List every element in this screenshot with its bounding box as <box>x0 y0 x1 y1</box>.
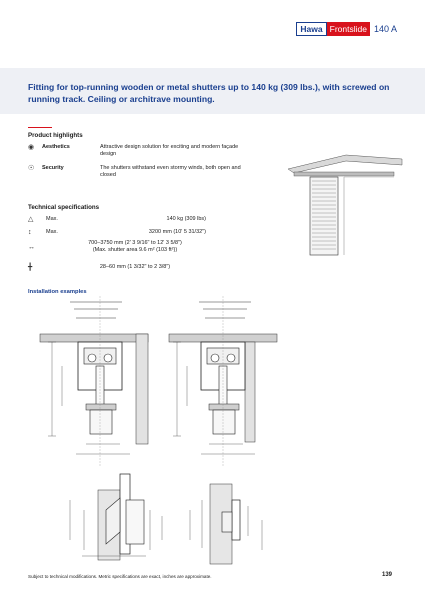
thickness-icon: ╋ <box>28 264 33 271</box>
spec-label: Max. <box>46 216 58 222</box>
spec-value: 140 kg (309 lbs) <box>166 216 206 222</box>
specs-title: Technical specifications <box>28 204 100 211</box>
highlight-item <box>28 165 250 180</box>
highlight-text: The shutters withstand even stormy winds, both open and closed <box>100 165 241 179</box>
highlights-title: Product highlights <box>28 132 83 139</box>
highlight-label: Aesthetics <box>42 144 70 150</box>
eye-icon: ◉ <box>28 144 35 151</box>
installation-title: Installation examples <box>28 289 87 295</box>
page-number: 139 <box>381 572 392 578</box>
installation-drawing-architrave <box>155 296 280 471</box>
model-label: 140 A <box>373 24 397 34</box>
spec-row <box>28 216 206 223</box>
spec-value: 700–3750 mm (2' 3 9/16" to 12' 3 5/8") <box>88 240 182 246</box>
shutter-illustration <box>286 151 404 261</box>
spec-row <box>28 240 224 255</box>
highlight-item <box>28 144 250 159</box>
installation-drawing-ceiling <box>26 296 151 471</box>
page-headline: Fitting for top-running wooden or metal shutters up to 140 kg (309 lbs.), with screwed on running track. Ceiling or architrave mounting. <box>28 82 390 104</box>
section-divider <box>28 127 52 128</box>
spec-value: 28–60 mm (1 3/32" to 2 3/8") <box>99 264 171 270</box>
highlight-text: Attractive design solution for exciting and modern façade design <box>100 144 239 158</box>
product-line-label: Frontslide <box>327 22 370 36</box>
brand-header <box>296 22 397 36</box>
brand-logo: Hawa <box>296 22 326 36</box>
shield-icon: ☉ <box>28 165 35 172</box>
installation-drawing-details <box>26 470 276 565</box>
highlight-label: Security <box>42 165 64 171</box>
spec-value: 3200 mm (10' 5 31/32") <box>148 229 206 235</box>
footer-note: Subject to technical modifications. Metric specifications are exact, inches are approximate. <box>28 574 212 579</box>
spec-value-note: (Max. shutter area 9.6 m² (103 ft²)) <box>92 247 178 254</box>
height-icon: ↕ <box>28 229 32 236</box>
weight-icon: △ <box>28 216 34 223</box>
spec-label: Max. <box>46 229 58 235</box>
spec-row <box>28 229 206 236</box>
width-icon: ↔ <box>28 244 35 251</box>
spec-row <box>28 264 224 271</box>
